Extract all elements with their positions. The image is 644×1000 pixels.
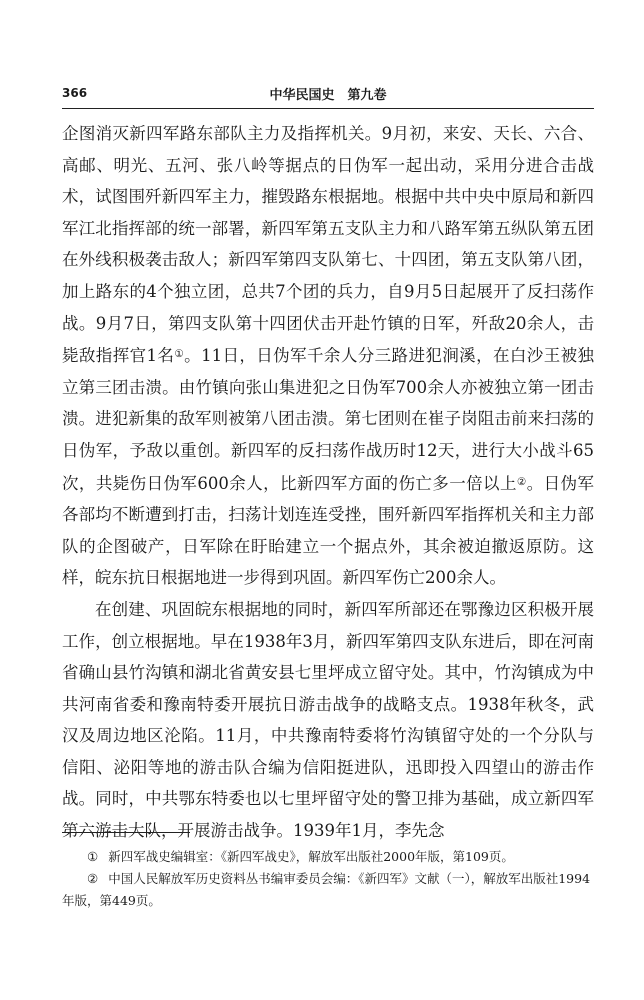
- footnote-1: [62, 846, 594, 868]
- footnote-1-text: 新四军战史编辑室：《新四军战史》，解放军出版社2000年版，第109页。: [108, 849, 514, 864]
- paragraph-1-part-b: 。11日，日伪军千余人分三路进犯涧溪，在白沙王被独立第三团击溃。由竹镇向张山集进犯之日伪军700余人亦被独立第一团击溃。进犯新集的敌军则被第八团击溃。第七团则在崔子岗阻击前来扫荡的日伪军，予敌以重创。新四军的反扫荡作战历时12天，进行大小战斗65次，共毙伤日伪军600余人，比新四军方面的伤亡多一倍以上: [62, 346, 594, 493]
- footnote-rule: [62, 832, 190, 833]
- footnote-2-mark: ②: [87, 871, 99, 886]
- footnote-ref-2: ②: [516, 475, 527, 488]
- body-text: [62, 118, 594, 847]
- paragraph-1-part-a: 企图消灭新四军路东部队主力及指挥机关。9月初，来安、天长、六合、高邮、明光、五河、张八岭等据点的日伪军一起出动，采用分进合击战术，试图围歼新四军主力，摧毁路东根据地。根据中共中央中原局和新四军江北指挥部的统一部署，新四军第五支队主力和八路军第五纵队第五团在外线积极袭击敌人；新四军第四支队第七、十四团，第五支队第八团，加上路东的4个独立团，总共7个团的兵力，自9月5日起展开了反扫荡作战。9月7日，第四支队第十四团伏击开赴竹镇的日军，歼敌20余人，击毙敌指挥官1名: [62, 124, 594, 366]
- footnotes: [62, 846, 594, 912]
- header-rule: [62, 108, 594, 109]
- page-number: 366: [62, 86, 88, 100]
- footnote-2-text: 中国人民解放军历史资料丛书编审委员会编：《新四军》文献（一），解放军出版社1994年版，第449页。: [62, 871, 591, 908]
- footnote-1-mark: ①: [87, 849, 99, 864]
- running-title: 中华民国史 第九卷: [269, 88, 387, 103]
- paragraph-1-part-c: 。日伪军各部均不断遭到打击，扫荡计划连连受挫，围歼新四军指挥机关和主力部队的企图破产，日军除在盱眙建立一个据点外，其余被迫撤返原防。这样，皖东抗日根据地进一步得到巩固。新四军伤亡200余人。: [62, 473, 595, 588]
- footnote-ref-1: ①: [174, 348, 185, 361]
- page-header: [62, 84, 594, 106]
- paragraph-1: [62, 118, 594, 594]
- paragraph-2: 在创建、巩固皖东根据地的同时，新四军所部还在鄂豫边区积极开展工作，创立根据地。早在1938年3月，新四军第四支队东进后，即在河南省确山县竹沟镇和湖北省黄安县七里坪成立留守处。其中，竹沟镇成为中共河南省委和豫南特委开展抗日游击战争的战略支点。1938年秋冬，武汉及周边地区沦陷。11月，中共豫南特委将竹沟镇留守处的一个分队与信阳、泌阳等地的游击队合编为信阳挺进队，迅即投入四望山的游击作战。同时，中共鄂东特委也以七里坪留守处的警卫排为基础，成立新四军第六游击大队，开展游击战争。1939年1月，李先念: [62, 599, 594, 841]
- footnote-2: [62, 868, 594, 912]
